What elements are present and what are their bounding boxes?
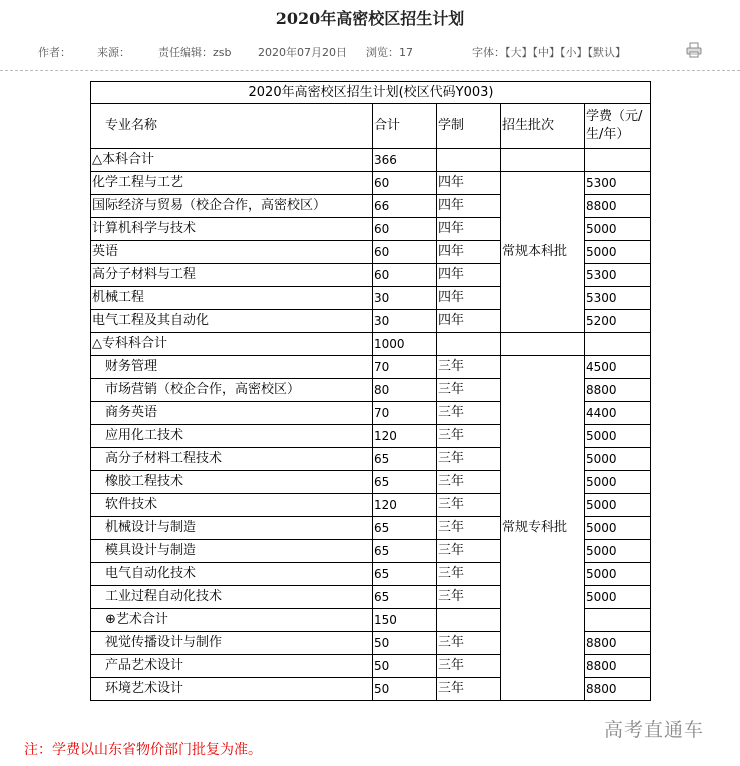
major-name: 产品艺术设计	[91, 655, 373, 678]
major-total: 60	[373, 264, 437, 287]
font-small-link[interactable]: 【小】	[560, 46, 588, 59]
major-name: 计算机科学与技术	[91, 218, 373, 241]
major-name: 模具设计与制造	[91, 540, 373, 563]
summary-name: ⊕艺术合计	[91, 609, 373, 632]
major-name: 电气自动化技术	[91, 563, 373, 586]
major-duration: 三年	[437, 425, 501, 448]
article-meta	[0, 38, 740, 70]
summary-fee	[585, 333, 651, 356]
major-duration: 三年	[437, 517, 501, 540]
summary-fee	[585, 609, 651, 632]
major-fee: 8800	[585, 632, 651, 655]
summary-name: △本科合计	[91, 149, 373, 172]
table-row	[91, 356, 651, 379]
major-name: 机械设计与制造	[91, 517, 373, 540]
major-total: 60	[373, 172, 437, 195]
major-duration: 四年	[437, 241, 501, 264]
major-name: 软件技术	[91, 494, 373, 517]
major-total: 60	[373, 241, 437, 264]
summary-duration	[437, 609, 501, 632]
major-duration: 四年	[437, 310, 501, 333]
major-duration: 三年	[437, 379, 501, 402]
major-fee: 5000	[585, 563, 651, 586]
major-total: 66	[373, 195, 437, 218]
major-name: 电气工程及其自动化	[91, 310, 373, 333]
major-total: 70	[373, 356, 437, 379]
summary-batch	[501, 149, 585, 172]
summary-duration	[437, 149, 501, 172]
major-fee: 5000	[585, 448, 651, 471]
major-name: 应用化工技术	[91, 425, 373, 448]
major-duration: 三年	[437, 356, 501, 379]
major-total: 65	[373, 586, 437, 609]
print-icon[interactable]	[686, 42, 702, 58]
major-name: 高分子材料工程技术	[91, 448, 373, 471]
summary-total: 1000	[373, 333, 437, 356]
junior-summary-row	[91, 333, 651, 356]
major-fee: 5200	[585, 310, 651, 333]
summary-total: 150	[373, 609, 437, 632]
major-fee: 5000	[585, 241, 651, 264]
major-duration: 三年	[437, 448, 501, 471]
major-total: 50	[373, 632, 437, 655]
header-major: 专业名称	[91, 104, 373, 149]
major-name: 工业过程自动化技术	[91, 586, 373, 609]
major-fee: 5000	[585, 540, 651, 563]
major-name: 商务英语	[91, 402, 373, 425]
major-total: 65	[373, 471, 437, 494]
major-fee: 8800	[585, 379, 651, 402]
meta-author: 作者：	[38, 46, 71, 59]
major-total: 120	[373, 425, 437, 448]
major-fee: 5000	[585, 218, 651, 241]
major-duration: 三年	[437, 678, 501, 701]
header-fee: 学费（元/生/年）	[585, 104, 651, 149]
meta-source: 来源：	[97, 46, 130, 59]
font-default-link[interactable]: 【默认】	[587, 46, 626, 59]
page-title: 2020年高密校区招生计划	[275, 9, 465, 28]
major-fee: 4500	[585, 356, 651, 379]
major-fee: 8800	[585, 678, 651, 701]
font-size-controls	[472, 44, 626, 60]
major-duration: 四年	[437, 195, 501, 218]
header-batch: 招生批次	[501, 104, 585, 149]
major-fee: 8800	[585, 195, 651, 218]
major-fee: 8800	[585, 655, 651, 678]
major-duration: 四年	[437, 172, 501, 195]
major-duration: 三年	[437, 540, 501, 563]
major-total: 60	[373, 218, 437, 241]
batch-cell: 常规本科批	[501, 172, 585, 333]
enrollment-plan-table	[90, 81, 651, 701]
header-total: 合计	[373, 104, 437, 149]
meta-date: 2020年07月20日	[258, 46, 347, 59]
fee-note: 注：学费以山东省物价部门批复为准。	[24, 742, 262, 758]
major-duration: 三年	[437, 655, 501, 678]
major-total: 65	[373, 448, 437, 471]
header-duration: 学制	[437, 104, 501, 149]
major-total: 30	[373, 310, 437, 333]
major-total: 70	[373, 402, 437, 425]
major-fee: 5300	[585, 264, 651, 287]
undergrad-summary-row	[91, 149, 651, 172]
summary-duration	[437, 333, 501, 356]
major-duration: 四年	[437, 264, 501, 287]
major-duration: 三年	[437, 563, 501, 586]
major-duration: 三年	[437, 586, 501, 609]
meta-views: 浏览：17	[366, 46, 413, 59]
major-duration: 三年	[437, 494, 501, 517]
major-fee: 5300	[585, 287, 651, 310]
major-total: 50	[373, 655, 437, 678]
font-large-link[interactable]: 【大】	[505, 46, 533, 59]
major-name: 化学工程与工艺	[91, 172, 373, 195]
major-duration: 四年	[437, 287, 501, 310]
major-total: 80	[373, 379, 437, 402]
major-total: 65	[373, 517, 437, 540]
major-name: 国际经济与贸易（校企合作，高密校区）	[91, 195, 373, 218]
major-name: 财务管理	[91, 356, 373, 379]
major-name: 橡胶工程技术	[91, 471, 373, 494]
major-duration: 三年	[437, 632, 501, 655]
major-total: 120	[373, 494, 437, 517]
major-name: 英语	[91, 241, 373, 264]
watermark: 高考直通车	[604, 719, 705, 741]
summary-fee	[585, 149, 651, 172]
table-header-row	[91, 104, 651, 149]
major-fee: 4400	[585, 402, 651, 425]
batch-cell: 常规专科批	[501, 356, 585, 701]
major-fee: 5000	[585, 471, 651, 494]
major-fee: 5000	[585, 494, 651, 517]
font-size-label: 字体：	[472, 46, 505, 59]
meta-divider	[0, 70, 740, 71]
major-fee: 5000	[585, 425, 651, 448]
table-row	[91, 172, 651, 195]
major-duration: 三年	[437, 402, 501, 425]
major-name: 视觉传播设计与制作	[91, 632, 373, 655]
major-fee: 5000	[585, 517, 651, 540]
major-total: 50	[373, 678, 437, 701]
major-duration: 四年	[437, 218, 501, 241]
major-fee: 5000	[585, 586, 651, 609]
major-total: 65	[373, 540, 437, 563]
major-fee: 5300	[585, 172, 651, 195]
summary-name: △专科科合计	[91, 333, 373, 356]
meta-editor: 责任编辑：zsb	[158, 46, 232, 59]
major-name: 机械工程	[91, 287, 373, 310]
major-total: 30	[373, 287, 437, 310]
summary-batch	[501, 333, 585, 356]
major-name: 环境艺术设计	[91, 678, 373, 701]
table-caption: 2020年高密校区招生计划(校区代码Y003)	[91, 82, 651, 104]
major-name: 高分子材料与工程	[91, 264, 373, 287]
major-duration: 三年	[437, 471, 501, 494]
summary-total: 366	[373, 149, 437, 172]
major-total: 65	[373, 563, 437, 586]
font-medium-link[interactable]: 【中】	[532, 46, 560, 59]
major-name: 市场营销（校企合作，高密校区）	[91, 379, 373, 402]
